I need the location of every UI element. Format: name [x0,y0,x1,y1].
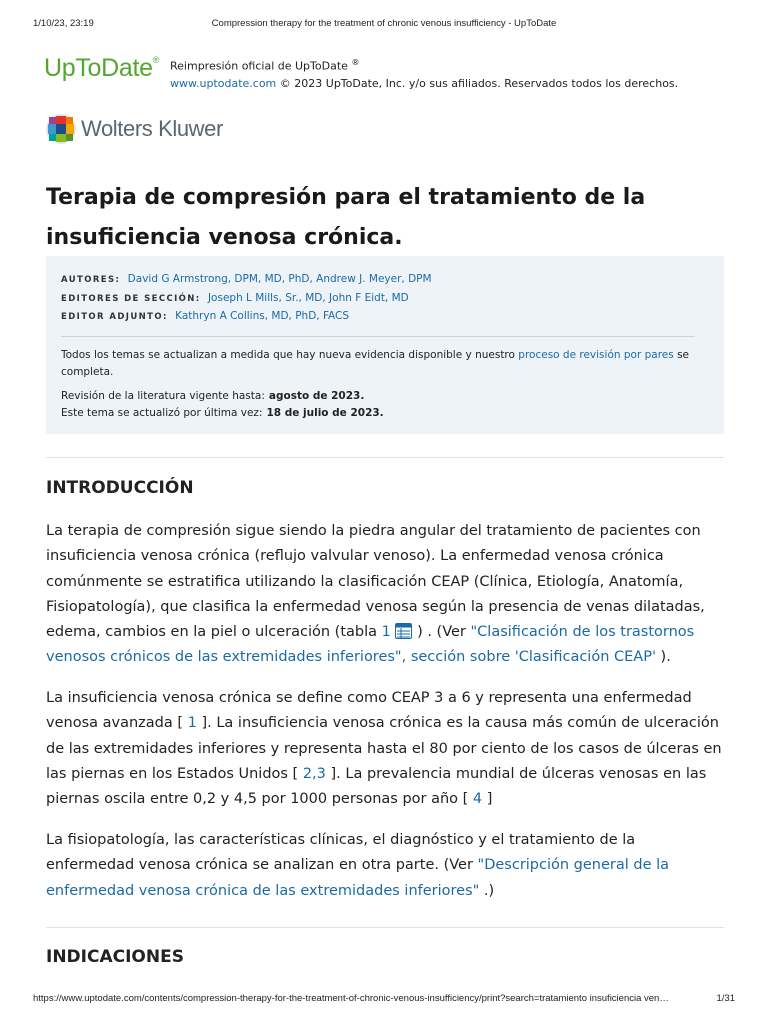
intro-p2-b: ]. La insuficiencia venosa crónica es la causa más común de ulceración de las extremidades inferiores y representa hasta el 80 por ciento de los casos de úlceras en las piernas en los Estados Unidos [ [46,715,722,782]
deputy-editor-row [61,308,709,327]
intro-p2-a: La insuficiencia venosa crónica se define como CEAP 3 a 6 y representa una enfermedad venosa avanzada [ [46,690,692,732]
overview-chronic-venous-link[interactable]: "Descripción general de la enfermedad venosa crónica de las extremidades inferiores" [46,857,670,899]
info-divider [61,336,695,337]
reprint-line: Reimpresión oficial de UpToDate [170,59,348,73]
uptodate-logo-text: UpToDate [44,54,153,82]
section-divider [46,457,724,458]
intro-p1-text: La terapia de compresión sigue siendo la piedra angular del tratamiento de pacientes con insuficiencia venosa crónica (reflujo valvular venoso). La enfermedad venosa crónica comúnmente se estratifica utilizando la clasificación CEAP (Clínica, Etiología, Anatomía, Fisiopatología), que clasifica la enfermedad venosa según la presencia de venas dilatadas, edema, cambios en la piel o ulceración (tabla [46,523,705,641]
intro-p1-see: ) . (Ver [412,624,471,641]
section-editors-label: EDITORES DE SECCIÓN: [61,293,201,304]
uptodate-site-link[interactable]: www.uptodate.com [170,76,277,90]
review-dates [61,388,709,422]
authors-row [61,271,709,290]
reference-2-3-link[interactable]: 2,3 [302,765,326,782]
update-notice-text: Todos los temas se actualizan a medida que hay nueva evidencia disponible y nuestro [61,348,519,361]
print-timestamp: 1/10/23, 23:19 [33,18,94,29]
deputy-editor-label: EDITOR ADJUNTO: [61,312,168,322]
print-footer [0,990,768,1010]
last-updated-row [61,405,709,422]
literature-review-date: agosto de 2023. [268,389,365,402]
uptodate-logo-mark: ® [152,54,160,65]
literature-review-label: Revisión de la literatura vigente hasta: [61,389,265,402]
copyright-text: © 2023 UpToDate, Inc. y/o sus afiliados. Reservados todos los derechos. [279,76,679,90]
print-page-title: Compression therapy for the treatment of chronic venous insufficiency - UpToDate [211,18,557,29]
wolters-kluwer-logo-icon [45,113,77,145]
wolters-kluwer-logo [45,113,285,145]
page-number: 1/31 [716,993,735,1004]
brand-row [44,54,744,88]
reprint-notice [170,54,678,92]
article-title: Terapia de compresión para el tratamiento de la insuficiencia venosa crónica. [46,185,646,250]
intro-p3-b: .) [479,882,495,899]
authors-label: AUTORES: [61,275,121,285]
print-header [0,0,768,40]
update-notice-end: se completa. [61,348,690,378]
peer-review-link[interactable]: proceso de revisión por pares [518,348,674,361]
intro-paragraph-2 [46,686,726,812]
intro-p1-end: ). [655,649,671,666]
print-url: https://www.uptodate.com/contents/compression-therapy-for-the-treatment-of-chronic-venous-insufficiency/print?search=tratamiento insuficiencia ven… [33,993,669,1004]
intro-p3-a: La fisiopatología, las características clínicas, el diagnóstico y el tratamiento de la enfermedad venosa crónica se analizan en otra parte. (Ver [46,832,636,874]
indications-heading: INDICACIONES [46,947,184,967]
authors-links[interactable]: David G Armstrong, DPM, MD, PhD, Andrew J. Meyer, DPM [127,273,432,285]
reprint-mark: ® [351,58,360,67]
table-icon[interactable] [395,623,412,639]
section-editors-row [61,290,709,309]
last-updated-label: Este tema se actualizó por última vez: [61,406,263,419]
intro-paragraph-1 [46,519,726,671]
last-updated-date: 18 de julio de 2023. [266,406,384,419]
reference-1-link[interactable]: 1 [187,715,197,732]
literature-review-row [61,388,709,405]
intro-p2-d: ] [482,791,493,808]
table-1-ref[interactable]: 1 [381,624,391,641]
update-notice [61,347,709,382]
intro-heading: INTRODUCCIÓN [46,478,194,498]
deputy-editor-link[interactable]: Kathryn A Collins, MD, PhD, FACS [175,310,350,322]
section-editors-links[interactable]: Joseph L Mills, Sr., MD, John F Eidt, MD [207,291,409,304]
section-divider [46,927,724,928]
article-info-box [46,256,724,434]
uptodate-logo[interactable] [44,54,159,83]
intro-p2-c: ]. La prevalencia mundial de úlceras venosas en las piernas oscila entre 0,2 y 4,5 por 1000 personas por año [ [46,765,707,808]
intro-paragraph-3 [46,828,726,904]
publisher-name: Wolters Kluwer [81,116,223,141]
ceap-classification-link[interactable]: "Clasificación de los trastornos venosos crónicos de las extremidades inferiores", sección sobre 'Clasificación CEAP' [46,624,695,666]
reference-4-link[interactable]: 4 [472,791,483,808]
